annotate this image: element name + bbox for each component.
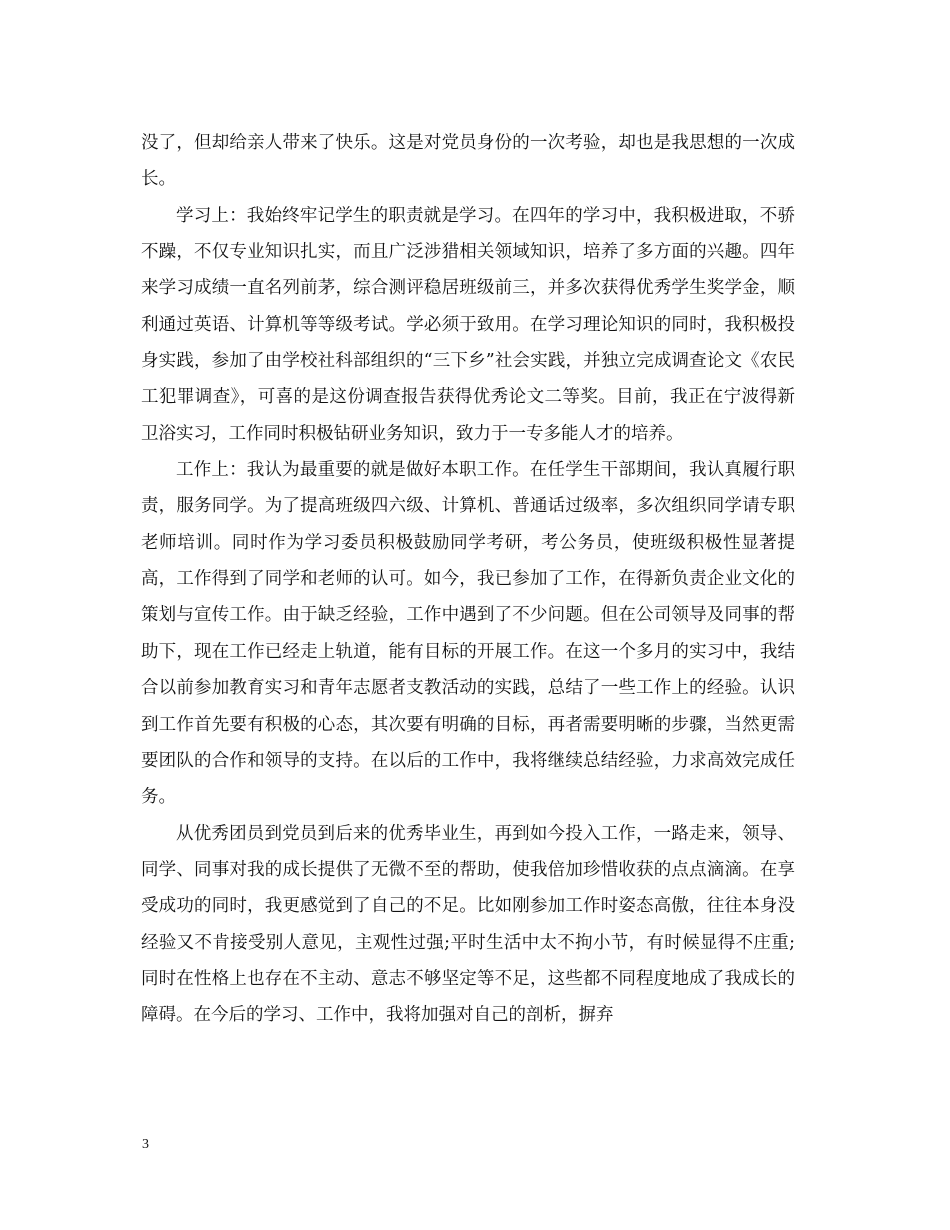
paragraph-work: 工作上：我认为最重要的就是做好本职工作。在任学生干部期间，我认真履行职责，服务同学。为了提高班级四六级、计算机、普通话过级率，多次组织同学请专职老师培训。同时作为学习委员积极鼓励同学考研，考公务员，使班级积极性显著提高，工作得到了同学和老师的认可。如今，我已参加了工作，在得新负责企业文化的策划与宣传工作。由于缺乏经验，工作中遇到了不少问题。但在公司领导及同事的帮助下，现在工作已经走上轨道，能有目标的开展工作。在这一个多月的实习中，我结合以前参加教育实习和青年志愿者支教活动的实践，总结了一些工作上的经验。认识到工作首先要有积极的心态，其次要有明确的目标，再者需要明晰的步骤，当然更需要团队的合作和领导的支持。在以后的工作中，我将继续总结经验，力求高效完成任务。: [141, 460, 795, 808]
paragraph-continued: 没了，但却给亲人带来了快乐。这是对党员身份的一次考验，却也是我思想的一次成长。: [141, 133, 795, 190]
body-text: [141, 125, 795, 1034]
paragraph-growth: 从优秀团员到党员到后来的优秀毕业生，再到如今投入工作，一路走来，领导、同学、同事对我的成长提供了无微不至的帮助，使我倍加珍惜收获的点点滴滴。在享受成功的同时，我更感觉到了自己的不足。比如刚参加工作时姿态高傲，往往本身没经验又不肯接受别人意见，主观性过强;平时生活中太不拘小节，有时候显得不庄重;同时在性格上也存在不主动、意志不够坚定等不足，这些都不同程度地成了我成长的障碍。在今后的学习、工作中，我将加强对自己的剖析，摒弃: [141, 823, 795, 1026]
paragraph-study: 学习上：我始终牢记学生的职责就是学习。在四年的学习中，我积极进取，不骄不躁，不仅专业知识扎实，而且广泛涉猎相关领域知识，培养了多方面的兴趣。四年来学习成绩一直名列前茅，综合测评稳居班级前三，并多次获得优秀学生奖学金，顺利通过英语、计算机等等级考试。学必须于致用。在学习理论知识的同时，我积极投身实践，参加了由学校社科部组织的“三下乡”社会实践，并独立完成调查论文《农民工犯罪调查》，可喜的是这份调查报告获得优秀论文二等奖。目前，我正在宁波得新卫浴实习，工作同时积极钻研业务知识，致力于一专多能人才的培养。: [141, 205, 795, 444]
page-number: 3: [142, 1137, 149, 1152]
